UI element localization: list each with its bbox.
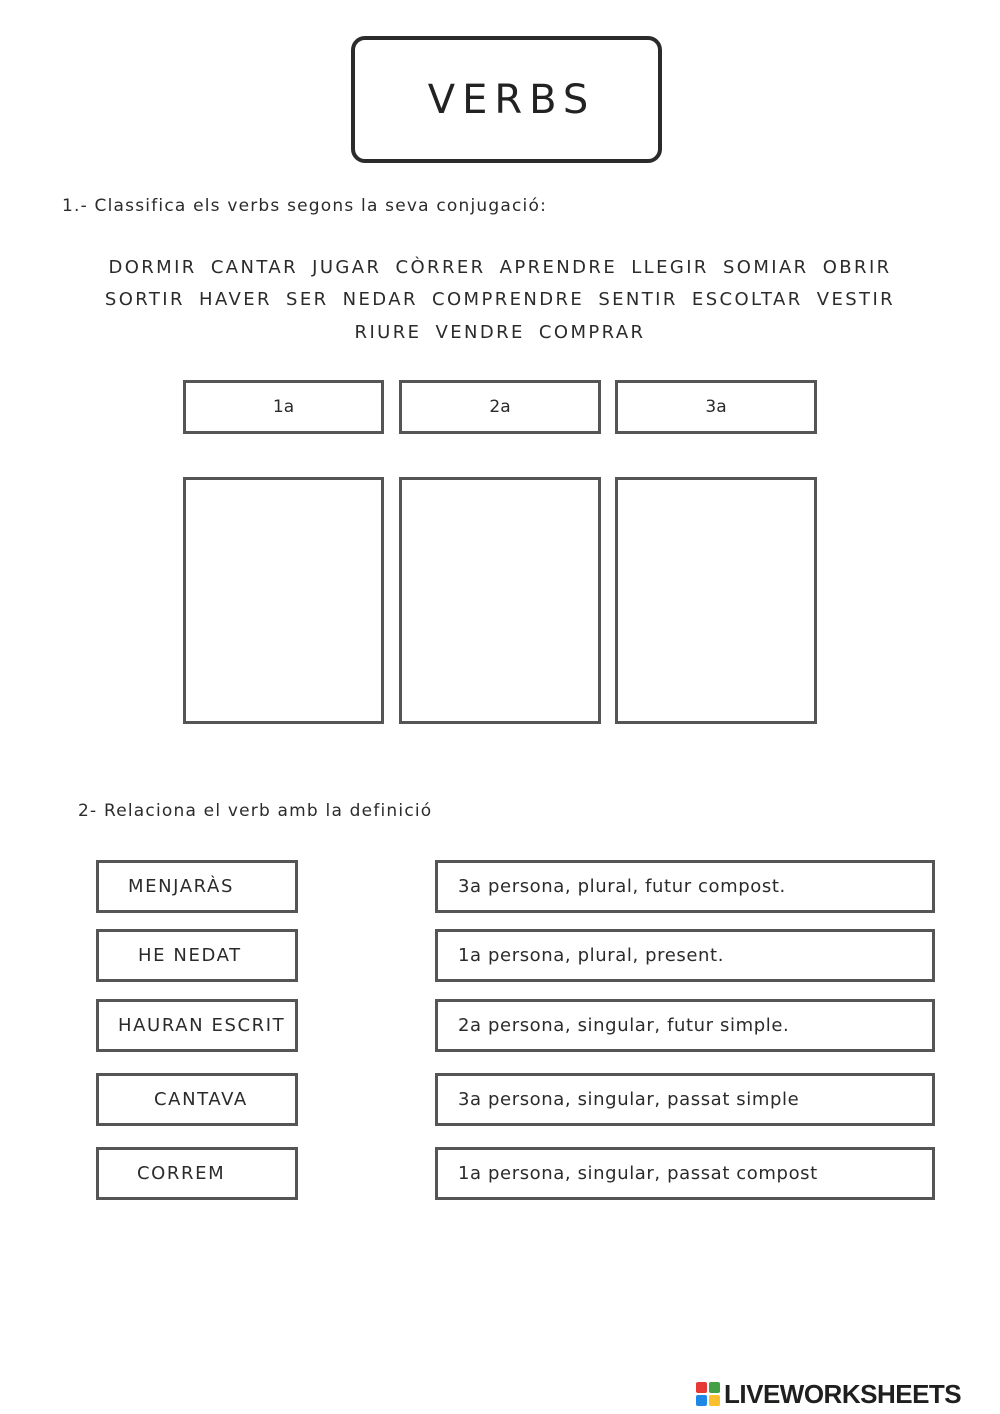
logo-square-icon bbox=[696, 1382, 707, 1393]
definition-label: 1a persona, plural, present. bbox=[458, 945, 725, 966]
verb-list-line-2: SORTIR HAVER SER NEDAR COMPRENDRE SENTIR ESCOLTAR VESTIR bbox=[104, 289, 896, 310]
definition-option-2[interactable] bbox=[435, 929, 935, 982]
drop-zone-2a[interactable] bbox=[399, 477, 601, 724]
verb-option-label: CORREM bbox=[137, 1163, 226, 1184]
column-header-label: 3a bbox=[705, 397, 727, 417]
verb-option-cantava[interactable] bbox=[96, 1073, 298, 1126]
drop-zone-3a[interactable] bbox=[615, 477, 817, 724]
exercise1-instruction: 1.- Classifica els verbs segons la seva conjugació: bbox=[62, 196, 547, 216]
brand-text: LIVEWORKSHEETS bbox=[724, 1378, 962, 1409]
column-header-2a bbox=[399, 380, 601, 434]
definition-label: 2a persona, singular, futur simple. bbox=[458, 1015, 790, 1036]
definition-label: 1a persona, singular, passat compost bbox=[458, 1163, 818, 1184]
column-header-1a bbox=[183, 380, 384, 434]
column-header-label: 2a bbox=[489, 397, 511, 417]
verb-option-correm[interactable] bbox=[96, 1147, 298, 1200]
verb-option-label: MENJARÀS bbox=[128, 876, 234, 897]
exercise2-instruction: 2- Relaciona el verb amb la definició bbox=[78, 801, 433, 821]
verb-option-hauran-escrit[interactable] bbox=[96, 999, 298, 1052]
liveworksheets-logo-icon bbox=[696, 1382, 720, 1406]
verb-option-menjaras[interactable] bbox=[96, 860, 298, 913]
definition-option-3[interactable] bbox=[435, 999, 935, 1052]
definition-option-5[interactable] bbox=[435, 1147, 935, 1200]
verb-option-he-nedat[interactable] bbox=[96, 929, 298, 982]
definition-option-4[interactable] bbox=[435, 1073, 935, 1126]
column-header-label: 1a bbox=[272, 397, 295, 417]
verb-option-label: HAURAN ESCRIT bbox=[118, 1015, 286, 1036]
definition-label: 3a persona, plural, futur compost. bbox=[458, 876, 786, 897]
definition-label: 3a persona, singular, passat simple bbox=[458, 1089, 800, 1110]
verb-list-line-1: DORMIR CANTAR JUGAR CÒRRER APRENDRE LLEGIR SOMIAR OBRIR bbox=[108, 257, 892, 278]
logo-square-icon bbox=[709, 1395, 720, 1406]
verb-list-line-3: RIURE VENDRE COMPRAR bbox=[354, 322, 646, 343]
logo-square-icon bbox=[696, 1395, 707, 1406]
definition-option-1[interactable] bbox=[435, 860, 935, 913]
title-box bbox=[351, 36, 662, 163]
liveworksheets-brand bbox=[696, 1378, 961, 1410]
drop-zone-1a[interactable] bbox=[183, 477, 384, 724]
logo-square-icon bbox=[709, 1382, 720, 1393]
verb-option-label: HE NEDAT bbox=[138, 945, 242, 966]
column-header-3a bbox=[615, 380, 817, 434]
verb-option-label: CANTAVA bbox=[154, 1089, 248, 1110]
page-title: VERBS bbox=[427, 76, 596, 123]
